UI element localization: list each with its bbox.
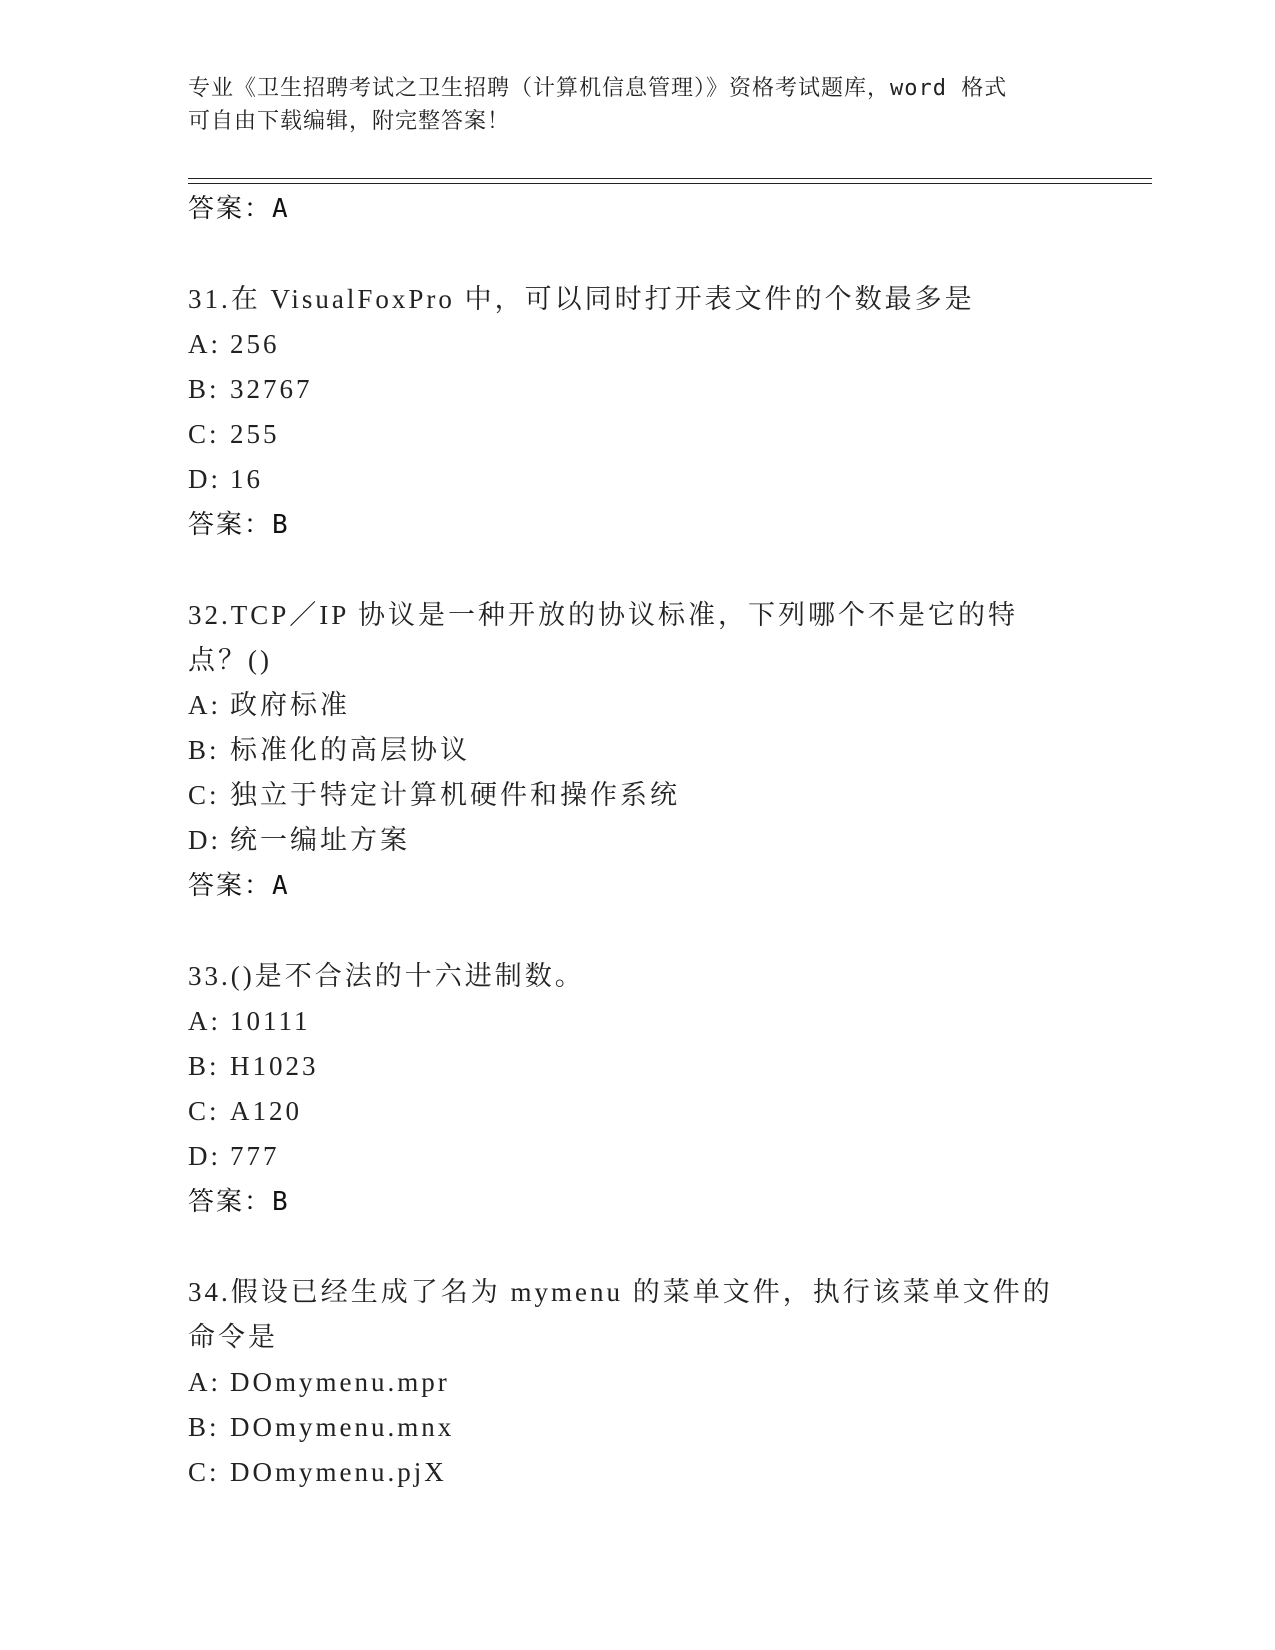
option-d [188, 818, 1148, 863]
option-letter: C: [188, 419, 220, 449]
option-a [188, 683, 1148, 728]
header-divider-bottom [188, 183, 1152, 184]
option-text: 777 [230, 1141, 280, 1171]
header-line-1: 专业《卫生招聘考试之卫生招聘（计算机信息管理）》资格考试题库，word 格式 [188, 76, 1008, 101]
option-text: H1023 [230, 1051, 319, 1081]
option-a [188, 999, 1148, 1044]
question-text: 32.TCP／IP 协议是一种开放的协议标准，下列哪个不是它的特点？() [188, 600, 1019, 675]
option-a [188, 1360, 1148, 1405]
header-divider-top [188, 178, 1152, 179]
option-c [188, 1089, 1148, 1134]
option-a [188, 322, 1148, 367]
question-text: 31.在 VisualFoxPro 中，可以同时打开表文件的个数最多是 [188, 284, 975, 314]
option-d [188, 1134, 1148, 1179]
question-list [188, 186, 1148, 1495]
question-31 [188, 277, 1148, 548]
option-text: 32767 [230, 374, 313, 404]
option-letter: C: [188, 780, 220, 810]
option-c [188, 412, 1148, 457]
option-b [188, 728, 1148, 773]
option-b [188, 1044, 1148, 1089]
option-letter: B: [188, 1412, 220, 1442]
option-text: 政府标准 [230, 690, 350, 720]
option-text: 标准化的高层协议 [230, 735, 470, 765]
option-letter: C: [188, 1457, 220, 1487]
option-text: A120 [230, 1096, 302, 1126]
question-34 [188, 1270, 1148, 1495]
option-text: DOmymenu.mpr [230, 1367, 450, 1397]
option-text: DOmymenu.mnx [230, 1412, 455, 1442]
option-letter: B: [188, 374, 220, 404]
question-32 [188, 593, 1148, 909]
option-b [188, 367, 1148, 412]
option-text: 255 [230, 419, 280, 449]
option-text: 256 [230, 329, 280, 359]
question-text: 34.假设已经生成了名为 mymenu 的菜单文件，执行该菜单文件的命令是 [188, 1277, 1053, 1352]
option-text: 10111 [230, 1006, 311, 1036]
option-letter: D: [188, 464, 221, 494]
option-c [188, 1450, 1148, 1495]
answer-line: 答案：A [188, 871, 290, 901]
option-d [188, 457, 1148, 502]
option-text: DOmymenu.pjX [230, 1457, 447, 1487]
option-letter: D: [188, 825, 221, 855]
option-text: 独立于特定计算机硬件和操作系统 [230, 780, 680, 810]
option-letter: A: [188, 690, 221, 720]
header-line-2: 可自由下载编辑，附完整答案！ [188, 109, 511, 134]
option-letter: B: [188, 1051, 220, 1081]
question-text: 33.()是不合法的十六进制数。 [188, 961, 585, 991]
option-text: 16 [230, 464, 263, 494]
question-33 [188, 954, 1148, 1225]
option-letter: B: [188, 735, 220, 765]
option-b [188, 1405, 1148, 1450]
option-c [188, 773, 1148, 818]
option-letter: A: [188, 1367, 221, 1397]
answer-line: 答案：B [188, 510, 290, 540]
option-text: 统一编址方案 [230, 825, 410, 855]
option-letter: D: [188, 1141, 221, 1171]
document-header [188, 72, 1088, 138]
answer-line: 答案：A [188, 194, 290, 224]
option-letter: C: [188, 1096, 220, 1126]
option-letter: A: [188, 329, 221, 359]
option-letter: A: [188, 1006, 221, 1036]
answer-line: 答案：B [188, 1187, 290, 1217]
